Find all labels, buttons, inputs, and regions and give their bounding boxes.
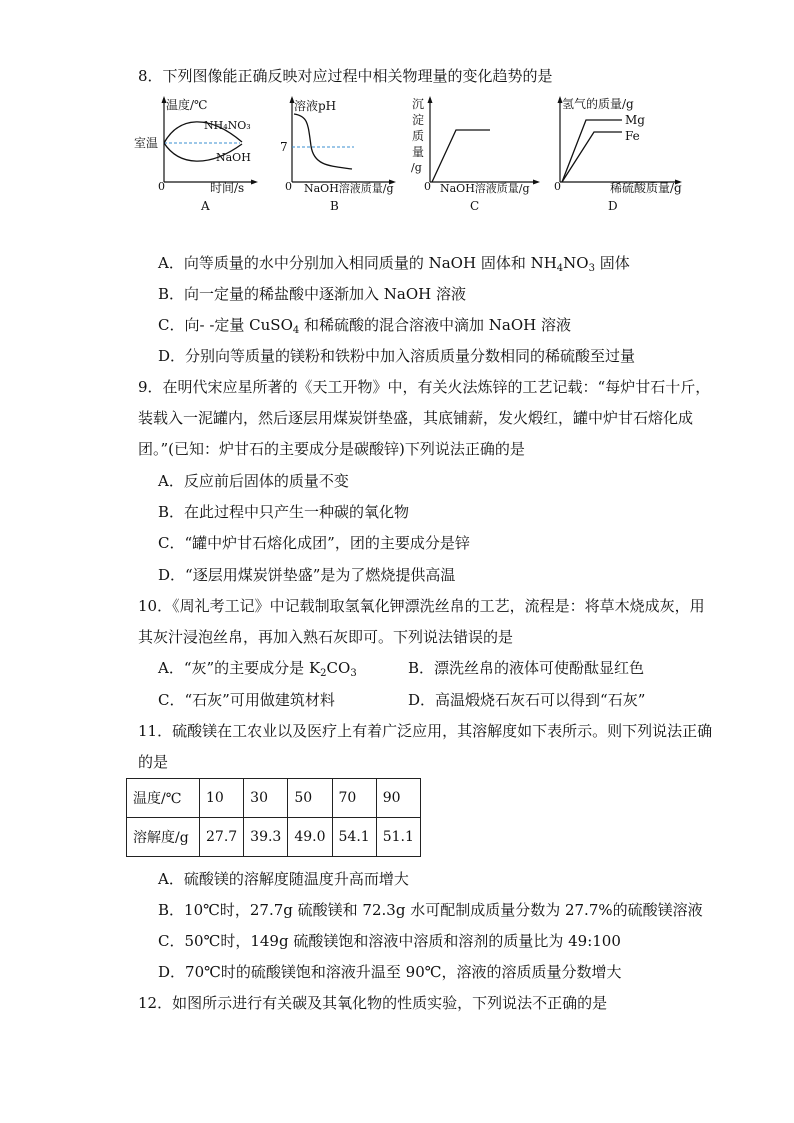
q8-stem: 8．下列图像能正确反映对应过程中相关物理量的变化趋势的是 <box>138 67 553 85</box>
table-cell: 27.7 <box>200 818 244 857</box>
q9-option-a: A．反应前后固体的质量不变 <box>158 472 349 490</box>
q11-option-c: C．50℃时，149g 硫酸镁饱和溶液中溶质和溶剂的质量比为 49:100 <box>158 932 621 950</box>
q8-option-b: B．向一定量的稀盐酸中逐渐加入 NaOH 溶液 <box>158 285 467 303</box>
fig-a-origin: 0 <box>158 180 165 193</box>
table-cell: 39.3 <box>244 818 288 857</box>
q10-option-d: D．高温煅烧石灰石可以得到“石灰” <box>408 691 646 709</box>
q9-stem-line-3: 团。”(已知：炉甘石的主要成分是碳酸锌)下列说法正确的是 <box>138 440 525 458</box>
fig-a-curve1: NH₄NO₃ <box>204 119 251 132</box>
q9-stem-line-2: 装载入一泥罐内，然后逐层用煤炭饼垫盛，其底铺薪，发火煅红，罐中炉甘石熔化成 <box>138 409 694 427</box>
fig-d-origin: 0 <box>554 180 561 193</box>
table-cell: 30 <box>244 779 288 818</box>
fig-a-ylabel: 温度/℃ <box>166 98 208 112</box>
fig-d-ylabel: 氢气的质量/g <box>562 97 634 111</box>
table-header-cell: 溶解度/g <box>127 818 200 857</box>
q9-stem-line-1: 9．在明代宋应星所著的《天工开物》中，有关火法炼锌的工艺记载：“每炉甘石十斤， <box>138 378 711 396</box>
fig-d-caption: D <box>608 199 618 213</box>
figure-d <box>550 94 690 218</box>
fig-a-curve2: NaOH <box>216 151 251 164</box>
table-cell: 70 <box>332 779 376 818</box>
fig-b-ref: 7 <box>280 140 288 154</box>
q11-option-b: B．10℃时，27.7g 硫酸镁和 72.3g 水可配制成质量分数为 27.7%的硫酸镁溶液 <box>158 901 703 919</box>
table-header-cell: 温度/℃ <box>127 779 200 818</box>
q8-option-d: D．分别向等质量的镁粉和铁粉中加入溶质质量分数相同的稀硫酸至过量 <box>158 347 636 365</box>
fig-b-xlabel: NaOH溶液质量/g <box>304 182 394 195</box>
fig-c-ylabel-3: 质 <box>412 129 425 143</box>
q10-option-c: C．“石灰”可用做建筑材料 <box>158 691 335 709</box>
q12-stem: 12．如图所示进行有关碳及其氧化物的性质实验，下列说法不正确的是 <box>138 994 608 1012</box>
table-cell: 90 <box>376 779 420 818</box>
q10-option-b: B．漂洗丝帛的液体可使酚酞显红色 <box>408 659 645 677</box>
q9-option-b: B．在此过程中只产生一种碳的氧化物 <box>158 503 410 521</box>
q9-option-d: D．“逐层用煤炭饼垫盛”是为了燃烧提供高温 <box>158 566 456 584</box>
q10-stem-line-1: 10．《周礼考工记》中记载制取氢氧化钾漂洗丝帛的工艺，流程是：将草木烧成灰，用 <box>138 597 705 615</box>
q11-option-d: D．70℃时的硫酸镁饱和溶液升温至 90℃，溶液的溶质质量分数增大 <box>158 963 622 981</box>
fig-c-ylabel-2: 淀 <box>412 113 425 127</box>
fig-c-origin: 0 <box>424 180 431 193</box>
fig-b-caption: B <box>330 199 339 213</box>
q9-option-c: C．“罐中炉甘石熔化成团”，团的主要成分是锌 <box>158 534 470 552</box>
figure-a <box>134 94 264 218</box>
fig-c-caption: C <box>470 199 480 213</box>
figure-b <box>282 94 402 218</box>
q11-stem-line-2: 的是 <box>138 753 169 771</box>
fig-a-ref: 室温 <box>134 136 159 150</box>
figure-c <box>408 94 548 218</box>
table-cell: 49.0 <box>288 818 332 857</box>
fig-c-xlabel: NaOH溶液质量/g <box>440 182 530 195</box>
q8-option-a: A．向等质量的水中分别加入相同质量的 NaOH 固体和 $NH_4NO_3$ 固体 <box>158 254 630 274</box>
fig-c-ylabel-1: 沉 <box>412 97 425 111</box>
table-row <box>127 779 421 818</box>
q11-option-a: A．硫酸镁的溶解度随温度升高而增大 <box>158 870 409 888</box>
q10-stem-line-2: 其灰汁浸泡丝帛，再加入熟石灰即可。下列说法错误的是 <box>138 628 514 646</box>
table-cell: 54.1 <box>332 818 376 857</box>
table-row <box>127 818 421 857</box>
fig-a-caption: A <box>201 199 210 213</box>
solubility-table <box>126 778 421 857</box>
fig-d-xlabel: 稀硫酸质量/g <box>610 181 682 195</box>
table-cell: 51.1 <box>376 818 420 857</box>
fig-b-origin: 0 <box>285 180 292 193</box>
q10-option-a: A．“灰”的主要成分是 $K_2CO_3$ <box>158 659 357 679</box>
table-cell: 10 <box>200 779 244 818</box>
fig-c-ylabel-5: /g <box>411 161 422 174</box>
q11-stem-line-1: 11．硫酸镁在工农业以及医疗上有着广泛应用，其溶解度如下表所示。则下列说法正确 <box>138 722 713 740</box>
fig-b-ylabel: 溶液pH <box>294 99 337 113</box>
fig-d-curve2: Fe <box>625 129 640 143</box>
fig-d-curve1: Mg <box>625 113 645 127</box>
fig-a-xlabel: 时间/s <box>210 181 245 195</box>
fig-c-ylabel-4: 量 <box>412 145 425 159</box>
q8-option-c: C．向- -定量 CuSO$_4$ 和稀硫酸的混合溶液中滴加 NaOH 溶液 <box>158 316 572 336</box>
table-cell: 50 <box>288 779 332 818</box>
